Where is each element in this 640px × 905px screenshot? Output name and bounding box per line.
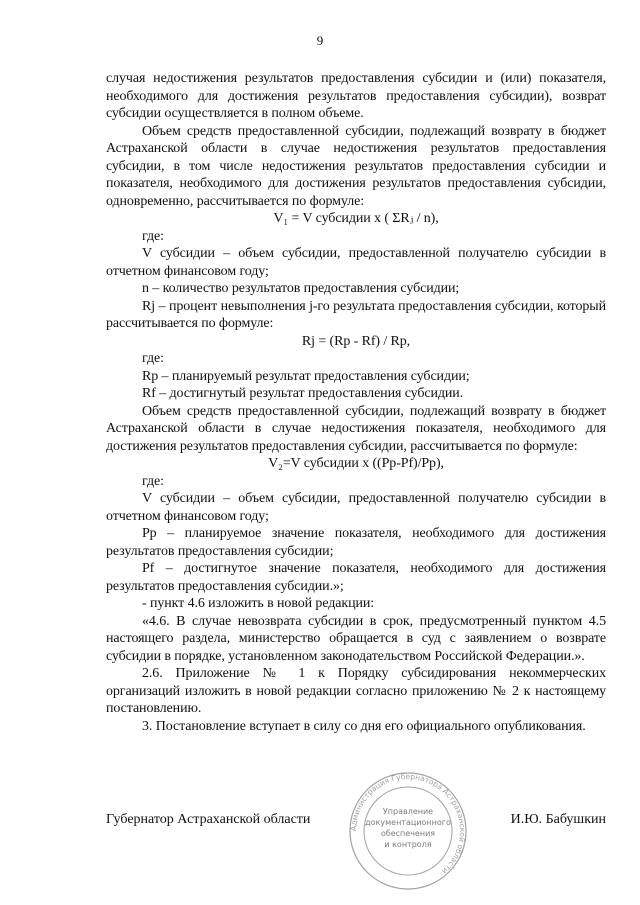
paragraph: 2.6. Приложение № 1 к Порядку субсидирования некоммерческих организаций изложить в новой редакции согласно приложению № 2 к настоящему постановлению. bbox=[106, 666, 606, 716]
paragraph: Rj – процент невыполнения j-го результата предоставления субсидии, который рассчитывается по формуле: bbox=[106, 298, 606, 331]
paragraph: Pf – достигнутое значение показателя, необходимого для достижения результатов предоставления субсидии.»; bbox=[106, 561, 606, 594]
page-number: 9 bbox=[316, 33, 324, 48]
paragraph: где: bbox=[142, 228, 164, 244]
paragraph: «4.6. В случае невозврата субсидии в срок, предусмотренный пунктом 4.5 настоящего раздела, министерство обращается в суд с заявлением о возврате субсидии в порядке, установленном законодательством Российской Федерации.». bbox=[106, 613, 606, 664]
paragraph: V субсидии – объем субсидии, предоставленной получателю субсидии в отчетном финансовом году; bbox=[106, 246, 606, 279]
paragraph: Pp – планируемое значение показателя, необходимого для достижения результатов предоставления субсидии; bbox=[106, 526, 606, 559]
paragraph: n – количество результатов предоставления субсидии; bbox=[142, 281, 460, 296]
document-body bbox=[106, 70, 606, 735]
stamp-line-3: обеспечения bbox=[380, 829, 436, 838]
signatory-position: Губернатор Астраханской области bbox=[106, 812, 311, 827]
paragraph: Rf – достигнутый результат предоставления субсидии. bbox=[142, 386, 464, 401]
paragraph: случая недостижения результатов предоставления субсидии и (или) показателя, необходимого для достижения результатов предоставления субсидии), возврат субсидии осуществляется в полном объеме. bbox=[106, 71, 606, 121]
paragraph: Rp – планируемый результат предоставления субсидии; bbox=[142, 368, 470, 384]
stamp-line-2: документационного bbox=[365, 818, 451, 827]
formula: V₁ = V субсидии x ( ΣRⱼ / n), bbox=[273, 211, 439, 226]
paragraph: Объем средств предоставленной субсидии, подлежащий возврату в бюджет Астраханской области в случае недостижения показателя, необходимого для достижения результатов предоставления субсидии, рассчитывается по формуле: bbox=[106, 403, 606, 454]
signatory-name: И.Ю. Бабушкин bbox=[510, 812, 606, 827]
official-stamp-seal bbox=[339, 772, 477, 890]
paragraph: 3. Постановление вступает в силу со дня его официального опубликования. bbox=[142, 718, 586, 734]
paragraph: - пункт 4.6 изложить в новой редакции: bbox=[142, 596, 375, 611]
stamp-ring-text: Администрация Губернатора Астраханской области bbox=[348, 772, 468, 876]
paragraph: Объем средств предоставленной субсидии, подлежащий возврату в бюджет Астраханской области в случае недостижения результатов предоставления субсидии, в том числе недостижения результатов предоставления субсидии и показателя, необходимого для достижения результатов предоставления субсидии, одновременно, рассчитывается по формуле: bbox=[106, 123, 606, 209]
paragraph: где: bbox=[142, 351, 164, 366]
stamp-line-4: и контроля bbox=[384, 840, 432, 849]
stamp-line-1: Управление bbox=[382, 807, 434, 816]
paragraph: где: bbox=[142, 473, 164, 489]
formula: V₂=V субсидии x ((Pp-Pf)/Pp), bbox=[268, 456, 444, 471]
paragraph: V субсидии – объем субсидии, предоставленной получателю субсидии в отчетном финансовом году; bbox=[106, 491, 606, 524]
formula: Rj = (Rp - Rf) / Rp, bbox=[301, 333, 411, 349]
